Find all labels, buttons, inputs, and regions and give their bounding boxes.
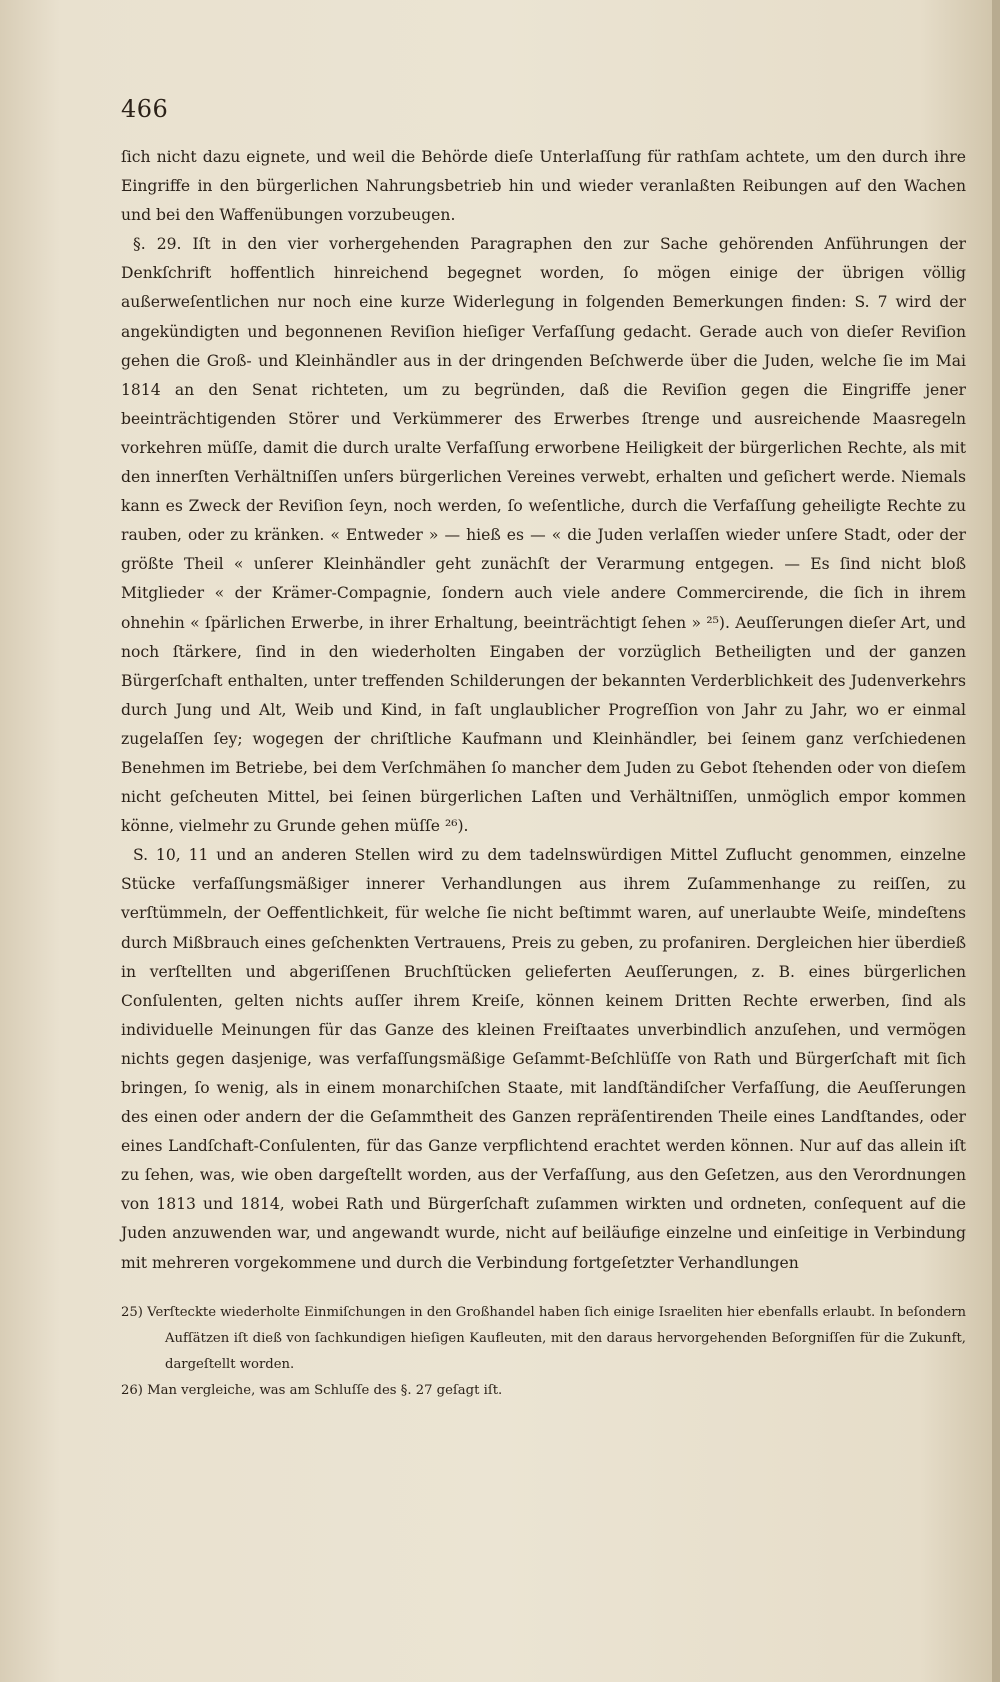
- book-page: [121, 95, 966, 1404]
- page-number: 466: [121, 95, 169, 123]
- footnotes: [121, 1300, 966, 1404]
- paragraph-pages-10-11: S. 10, 11 und an anderen Stellen wird zu dem tadelnswürdigen Mittel Zuflucht genommen, einzelne Stücke verfaſſungsmäßiger innerer Verhandlungen aus ihrem Zuſammenhange zu reiſſen, zu verſtümmeln, der Oeffentlichkeit, für welche ſie nicht beſtimmt waren, auf unerlaubte Weiſe, mindeſtens durch Mißbrauch eines geſchenkten Vertrauens, Preis zu geben, zu profaniren. Dergleichen hier überdieß in verſtellten und abgeriſſenen Bruchſtücken gelieferten Aeuſſerungen, z. B. eines bürgerlichen Conſulenten, gelten nichts auſſer ihrem Kreiſe, können keinem Dritten Rechte erwerben, ſind als individuelle Meinungen für das Ganze des kleinen Freiſtaates unverbindlich anzuſehen, und vermögen nichts gegen dasjenige, was verfaſſungsmäßige Geſammt-Beſchlüſſe von Rath und Bürgerſchaft mit ſich bringen, ſo wenig, als in einem monarchiſchen Staate, mit landſtändiſcher Verfaſſung, die Aeuſſerungen des einen oder andern der die Geſammtheit des Ganzen repräſentirenden Theile eines Landſtandes, oder eines Landſchaft-Conſulenten, für das Ganze verpflichtend erachtet werden können. Nur auf das allein iſt zu ſehen, was, wie oben dargeſtellt worden, aus der Verfaſſung, aus den Geſetzen, aus den Verordnungen von 1813 und 1814, wobei Rath und Bürgerſchaft zuſammen wirkten und ordneten, conſequent auf die Juden anzuwenden war, und angewandt wurde, nicht auf beiläufige einzelne und einſeitige in Verbindung mit mehreren vorgekommene und durch die Verbindung fortgeſetzter Verhandlungen: [121, 846, 966, 1272]
- paragraph-continuation: ſich nicht dazu eignete, und weil die Behörde dieſe Unterlaſſung für rathſam achtete, um den durch ihre Eingriffe in den bürgerlichen Nahrungsbetrieb hin und wieder veranlaßten Reibungen auf den Wachen und bei den Waffenübungen vorzubeugen.: [121, 148, 966, 225]
- footnote-26: 26) Man vergleiche, was am Schluſſe des §. 27 geſagt iſt.: [121, 1382, 503, 1398]
- footnote-25: 25) Verſteckte wiederholte Einmiſchungen in den Großhandel haben ſich einige Israeliten hier ebenfalls erlaubt. In beſondern Aufſätzen iſt dieß von ſachkundigen hieſigen Kaufleuten, mit den daraus hervorgehenden Beſorgniſſen für die Zukunft, dargeſtellt worden.: [121, 1304, 966, 1372]
- paragraph-section-29: §. 29. Iſt in den vier vorhergehenden Paragraphen den zur Sache gehörenden Anführungen der Denkſchrift hoffentlich hinreichend begegnet worden, ſo mögen einige der übrigen völlig außerweſentlichen nur noch eine kurze Widerlegung in folgenden Bemerkungen finden: S. 7 wird der angekündigten und begonnenen Reviſion hieſiger Verfaſſung gedacht. Gerade auch von dieſer Reviſion gehen die Groß- und Kleinhändler aus in der dringenden Beſchwerde über die Juden, welche ſie im Mai 1814 an den Senat richteten, um zu begründen, daß die Reviſion gegen die Eingriffe jener beeinträchtigenden Störer und Verkümmerer des Erwerbes ſtrenge und ausreichende Maasregeln vorkehren müſſe, damit die durch uralte Verfaſſung erworbene Heiligkeit der bürgerlichen Rechte, als mit den innerſten Verhältniſſen unſers bürgerlichen Vereines verwebt, erhalten und geſichert werde. Niemals kann es Zweck der Reviſion ſeyn, noch werden, ſo weſentliche, durch die Verfaſſung geheiligte Rechte zu rauben, oder zu kränken. « Entweder » — hieß es — « die Juden verlaſſen wieder unſere Stadt, oder der größte Theil « unſerer Kleinhändler geht zunächſt der Verarmung entgegen. — Es ſind nicht bloß Mitglieder « der Krämer-Compagnie, ſondern auch viele andere Commercirende, die ſich in ihrem ohnehin « ſpärlichen Erwerbe, in ihrer Erhaltung, beeinträchtigt ſehen » ²⁵). Aeuſſerungen dieſer Art, und noch ſtärkere, ſind in den wiederholten Eingaben der vorzüglich Betheiligten und der ganzen Bürgerſchaft enthalten, unter treffenden Schilderungen der bekannten Verderblichkeit des Judenverkehrs durch Jung und Alt, Weib und Kind, in faſt unglaublicher Progreſſion von Jahr zu Jahr, wo er einmal zugelaſſen ſey; wogegen der chriſtliche Kaufmann und Kleinhändler, bei ſeinem ganz verſchiedenen Benehmen im Betriebe, bei dem Verſchmähen ſo mancher dem Juden zu Gebot ſtehenden oder von dieſem nicht geſcheuten Mittel, bei ſeinen bürgerlichen Laſten und Verhältniſſen, unmöglich empor kommen könne, vielmehr zu Grunde gehen müſſe ²⁶).: [121, 235, 966, 836]
- page-edge-shadow: [992, 0, 1000, 1682]
- body-text: [121, 143, 966, 1278]
